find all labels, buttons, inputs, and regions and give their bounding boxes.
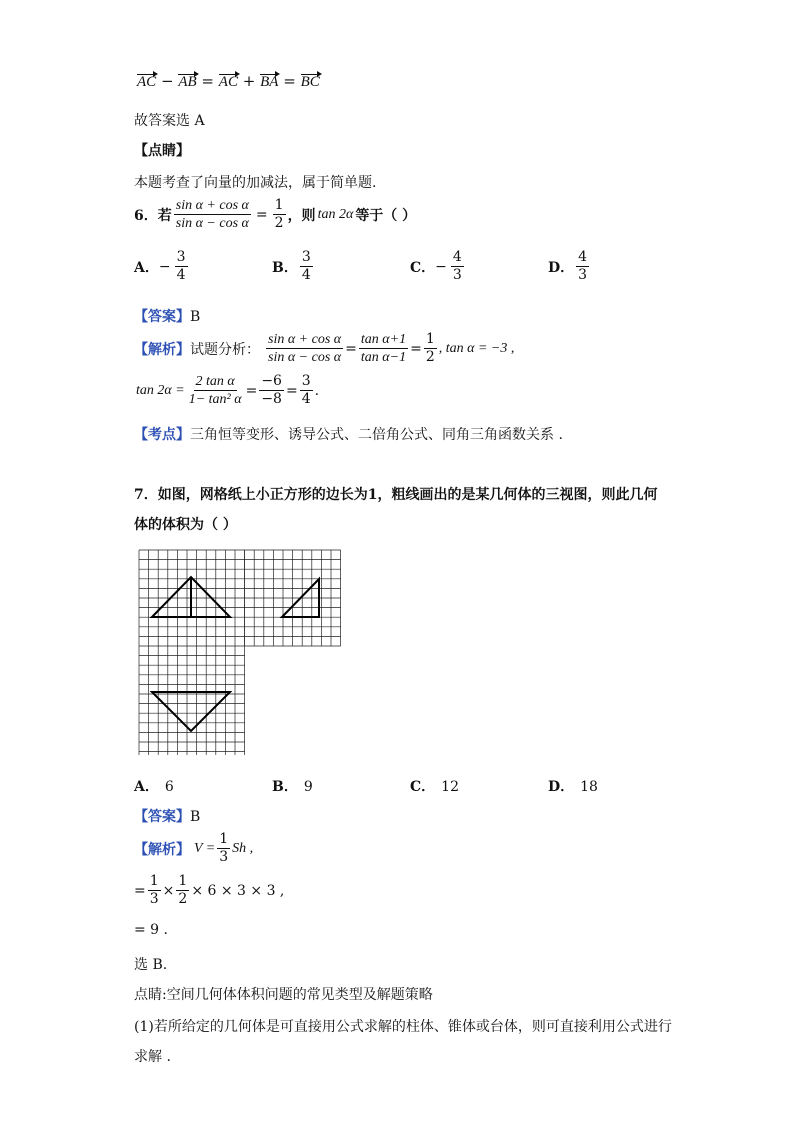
three-view-figure — [138, 549, 344, 759]
vector-ac: AC — [137, 74, 157, 90]
q6-option-c[interactable]: C． − $\frac{4}{3}$ — [410, 249, 462, 283]
vector-ba: BA — [260, 74, 279, 90]
question-7-stem-line2: 体的体积为（ ） — [134, 517, 237, 533]
half-fraction: $\frac{1}{2}$ — [274, 197, 284, 231]
q6-key-point: 【考点】三角恒等变形、诱导公式、二倍角公式、同角三角函数关系 . — [134, 427, 563, 443]
equals-sign-2: = — [283, 72, 296, 90]
q6-option-a[interactable]: A． − $\frac{3}{4}$ — [134, 249, 186, 283]
equals-sign: = — [255, 206, 268, 223]
q6-option-b[interactable]: B． $\frac{3}{4}$ — [272, 249, 311, 283]
condition-fraction: $\frac{\text{sin α + cos α}}{\text{sin α − cos α}}$ — [175, 198, 249, 231]
q7-choose: 选 B. — [134, 957, 168, 973]
equals-sign: = — [201, 72, 214, 90]
vector-ab: AB — [178, 74, 197, 90]
q6-answer: 【答案】B — [134, 309, 201, 325]
q7-analysis-step3: = 9 . — [134, 922, 168, 938]
q7-option-b[interactable]: B． 9 — [272, 779, 313, 795]
q6-analysis-line1: 【解析】 试题分析： $\frac{\text{sin α + cos α}}{\text{sin α − cos α}}$ = $\frac{\text{tan α+1}}{\text{tan α−1}}$ = $\frac{1}{2}$ , tan α = −3 , — [134, 331, 515, 365]
q6-option-d[interactable]: D． $\frac{4}{3}$ — [548, 249, 588, 283]
q7-tip: 点睛:空间几何体体积问题的常见类型及解题策略 — [134, 987, 433, 1003]
front-view — [152, 577, 230, 617]
q7-analysis-step2: = $\frac{1}{3}$ × $\frac{1}{2}$ × 6 × 3 × 3 , — [134, 873, 285, 907]
q7-tip1-line2: 求解 . — [134, 1049, 171, 1065]
comment-text: 本题考查了向量的加减法，属于简单题. — [134, 175, 377, 191]
q7-answer: 【答案】B — [134, 809, 201, 825]
question-7-stem-line1: 7．如图，网格纸上小正方形的边长为1，粗线画出的是某几何体的三视图，则此几何 — [134, 487, 658, 503]
answer-line: 故答案选 A — [134, 113, 205, 129]
plus-sign: + — [242, 72, 256, 90]
question-6-prefix: 6．若 — [134, 207, 172, 224]
top-view — [152, 692, 230, 731]
q7-tip1-line1: (1)若所给定的几何体是可直接用公式求解的柱体、锥体或台体，则可直接利用公式进行 — [134, 1019, 672, 1035]
minus-sign: − — [160, 72, 174, 90]
question-6-suffix-a: ，则 — [287, 207, 316, 224]
question-6-target: tan 2α — [317, 206, 354, 222]
comment-label: 【点睛】 — [134, 143, 190, 159]
vector-bc: BC — [300, 74, 320, 90]
q7-option-c[interactable]: C． 12 — [410, 779, 459, 795]
grid-lines — [139, 550, 341, 755]
vector-equation — [137, 72, 320, 91]
q7-option-a[interactable]: A． 6 — [134, 779, 174, 795]
q7-analysis-volume: 【解析】 V = $\frac{1}{3}$ Sh , — [134, 831, 254, 865]
q6-analysis-line2: tan 2α = $\frac{\text{2 tan α}}{\text{1− tan² α}}$ = $\frac{-6}{-8}$ = $\frac{3}{4}$ . — [136, 373, 320, 407]
q7-option-d[interactable]: D． 18 — [548, 779, 598, 795]
question-6-stem — [134, 198, 416, 231]
vector-ac-2: AC — [218, 74, 238, 90]
question-6-suffix-b: 等于（ ） — [355, 207, 417, 224]
